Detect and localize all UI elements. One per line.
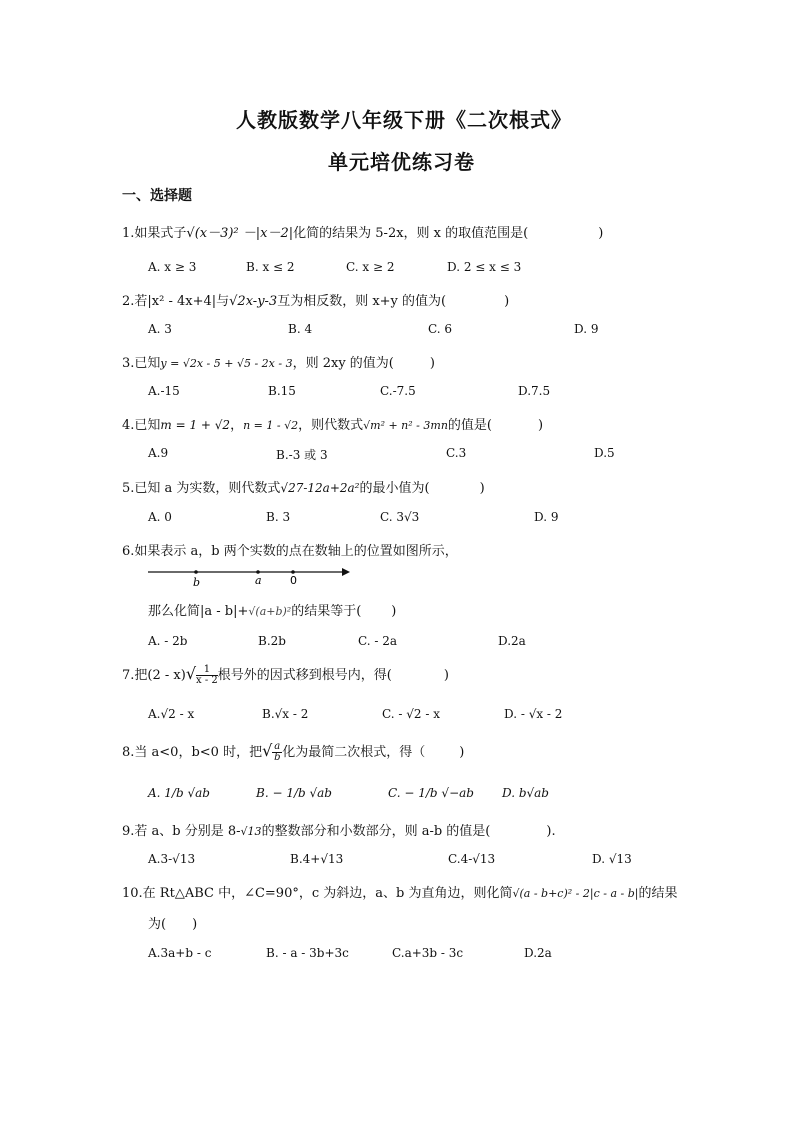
question-4-n-expression: n = 1 - √2 <box>243 419 299 432</box>
question-1-stem-pre: 1.如果式子 <box>122 226 187 241</box>
question-8-stem-post: 化为最简二次根式，得（ <box>282 745 426 760</box>
question-10-line2 <box>148 913 197 932</box>
q2-option-c[interactable]: C. 6 <box>428 322 453 336</box>
question-7-fraction <box>196 665 218 686</box>
question-5-stem-pre: 5.已知 a 为实数，则代数式 <box>122 481 281 496</box>
question-7-fraction-numerator: 1 <box>196 665 218 676</box>
title-line1: 人教版数学八年级下册《二次根式》 <box>236 108 572 132</box>
section-heading: 一、选择题 <box>122 188 192 204</box>
question-8-fraction-denominator: b <box>274 752 281 763</box>
question-6-expression: √(a+b)² <box>248 605 292 618</box>
label-zero: 0 <box>290 574 297 587</box>
point-b <box>194 570 198 574</box>
q2-option-b[interactable]: B. 4 <box>288 322 313 336</box>
question-6: 6.如果表示 a，b 两个实数的点在数轴上的位置如图所示， <box>122 544 458 559</box>
question-4-stem-post: 的值是( <box>447 418 492 433</box>
question-9-expression: √13 <box>240 825 262 838</box>
q7-option-b[interactable]: B.√x - 2 <box>262 707 309 721</box>
question-9-close: ). <box>546 824 556 839</box>
question-1 <box>122 222 603 241</box>
label-a: a <box>255 574 262 587</box>
question-1-stem-post: 化简的结果为 5-2x，则 x 的取值范围是( <box>293 226 529 241</box>
question-6-line2-pre: 那么化简|a - b|+ <box>148 604 249 619</box>
question-8-close: ) <box>459 745 465 760</box>
question-3-stem-pre: 3.已知 <box>122 356 161 371</box>
q9-option-b[interactable]: B.4+√13 <box>290 852 344 866</box>
question-9 <box>122 820 556 839</box>
title-line2: 单元培优练习卷 <box>328 150 475 174</box>
q7-option-a[interactable]: A.√2 - x <box>148 707 195 721</box>
q9-option-d[interactable]: D. √13 <box>592 852 632 866</box>
q4-option-d[interactable]: D.5 <box>594 446 615 460</box>
question-5-expression: √27-12a+2a² <box>280 481 360 495</box>
q10-option-c[interactable]: C.a+3b - 3c <box>392 946 464 960</box>
question-9-stem-pre: 9.若 a、b 分别是 8- <box>122 824 241 839</box>
q8-option-d[interactable]: D. b√ab <box>502 786 549 800</box>
question-4-separator: ， <box>230 418 244 433</box>
q10-option-a[interactable]: A.3a+b - c <box>148 946 212 960</box>
q7-option-d[interactable]: D. - √x - 2 <box>504 707 563 721</box>
question-4-close: ) <box>537 418 544 433</box>
question-7-stem-pre: 7.把(2 - x) <box>122 668 186 683</box>
question-3 <box>122 352 435 371</box>
q1-option-a[interactable]: A. x ≥ 3 <box>148 260 197 274</box>
question-4 <box>122 414 543 433</box>
question-10-line2-text: 为( <box>148 917 167 932</box>
question-10-close: ) <box>192 917 198 932</box>
q10-option-d[interactable]: D.2a <box>524 946 552 960</box>
question-4-stem-mid: ，则代数式 <box>298 418 364 433</box>
question-7-fraction-denominator: x - 2 <box>196 675 218 686</box>
q9-option-c[interactable]: C.4-√13 <box>448 852 496 866</box>
question-3-close: ) <box>429 356 435 371</box>
question-4-stem-pre: 4.已知 <box>122 418 161 433</box>
question-1-close: ) <box>598 226 604 241</box>
q6-option-d[interactable]: D.2a <box>498 634 526 648</box>
label-b: b <box>193 576 201 588</box>
q6-option-c[interactable]: C. - 2a <box>358 634 398 648</box>
q7-option-c[interactable]: C. - √2 - x <box>382 707 440 721</box>
question-4-algebraic-expression: √m² + n² - 3mn <box>363 419 448 432</box>
question-10 <box>122 882 678 901</box>
question-7: 7.把(2 - x)√ $\frac{1}{x - 2}$ 根号外的因式移到根号内，得( ) <box>122 664 449 686</box>
question-2-expression: √2x-y-3 <box>229 294 278 309</box>
question-10-stem-pre: 10.在 Rt△ABC 中，∠C=90°，c 为斜边，a、b 为直角边，则化简 <box>122 886 513 901</box>
question-6-line2 <box>148 600 396 619</box>
question-3-expression: y = √2x - 5 + √5 - 2x - 3 <box>160 357 293 370</box>
question-2 <box>122 290 509 309</box>
question-1-expression: √(x－3)² －|x－2| <box>186 226 294 241</box>
question-7-stem-post: 根号外的因式移到根号内，得( <box>217 668 392 683</box>
q2-option-d[interactable]: D. 9 <box>574 322 599 336</box>
question-8: 8.当 a<0，b<0 时，把√ $\frac{a}{b}$ 化为最简二次根式，得（ ) <box>122 741 465 763</box>
q1-option-d[interactable]: D. 2 ≤ x ≤ 3 <box>447 260 522 274</box>
question-3-stem-post: ，则 2xy 的值为( <box>292 356 394 371</box>
question-2-close: ) <box>504 294 510 309</box>
q4-option-b[interactable]: B.-3 或 3 <box>276 448 328 462</box>
question-9-stem-post: 的整数部分和小数部分，则 a-b 的值是( <box>261 824 491 839</box>
q3-option-a[interactable]: A.-15 <box>148 384 180 398</box>
number-line <box>146 560 356 588</box>
q6-option-b[interactable]: B.2b <box>258 634 286 648</box>
question-5-close: ) <box>479 481 485 496</box>
q4-option-a[interactable]: A.9 <box>148 446 169 460</box>
q1-option-c[interactable]: C. x ≥ 2 <box>346 260 395 274</box>
question-2-stem-post: 互为相反数，则 x+y 的值为( <box>277 294 447 309</box>
q5-option-d[interactable]: D. 9 <box>534 510 559 524</box>
question-4-m-expression: m = 1 + √2 <box>160 418 231 432</box>
question-10-stem-post: 的结果 <box>638 886 678 901</box>
question-8-fraction <box>272 742 282 763</box>
question-5-stem-post: 的最小值为( <box>359 481 430 496</box>
q3-option-b[interactable]: B.15 <box>268 384 296 398</box>
q8-option-b[interactable]: B. − 1/b √ab <box>256 786 332 800</box>
q8-option-a[interactable]: A. 1/b √ab <box>148 786 210 800</box>
question-7-close: ) <box>443 668 449 683</box>
q5-option-a[interactable]: A. 0 <box>148 510 172 524</box>
q1-option-b[interactable]: B. x ≤ 2 <box>246 260 295 274</box>
q5-option-c[interactable]: C. 3√3 <box>380 510 420 524</box>
question-6-close: ) <box>391 604 397 619</box>
q5-option-b[interactable]: B. 3 <box>266 510 291 524</box>
q2-option-a[interactable]: A. 3 <box>148 322 172 336</box>
question-8-stem-pre: 8.当 a<0，b<0 时，把 <box>122 745 263 760</box>
question-6-line2-post: 的结果等于( <box>291 604 362 619</box>
question-8-fraction-numerator: a <box>274 741 281 752</box>
question-10-expression: √(a - b+c)² - 2|c - a - b| <box>512 887 639 900</box>
question-5 <box>122 477 485 496</box>
q10-option-b[interactable]: B. - a - 3b+3c <box>266 946 349 960</box>
q8-option-c[interactable]: C. − 1/b √−ab <box>388 786 474 800</box>
q4-option-c[interactable]: C.3 <box>446 446 467 460</box>
q6-option-a[interactable]: A. - 2b <box>148 634 188 648</box>
question-2-stem-pre: 2.若|x² - 4x+4|与 <box>122 294 230 309</box>
q3-option-d[interactable]: D.7.5 <box>518 384 551 398</box>
q3-option-c[interactable]: C.-7.5 <box>380 384 416 398</box>
q9-option-a[interactable]: A.3-√13 <box>148 852 196 866</box>
